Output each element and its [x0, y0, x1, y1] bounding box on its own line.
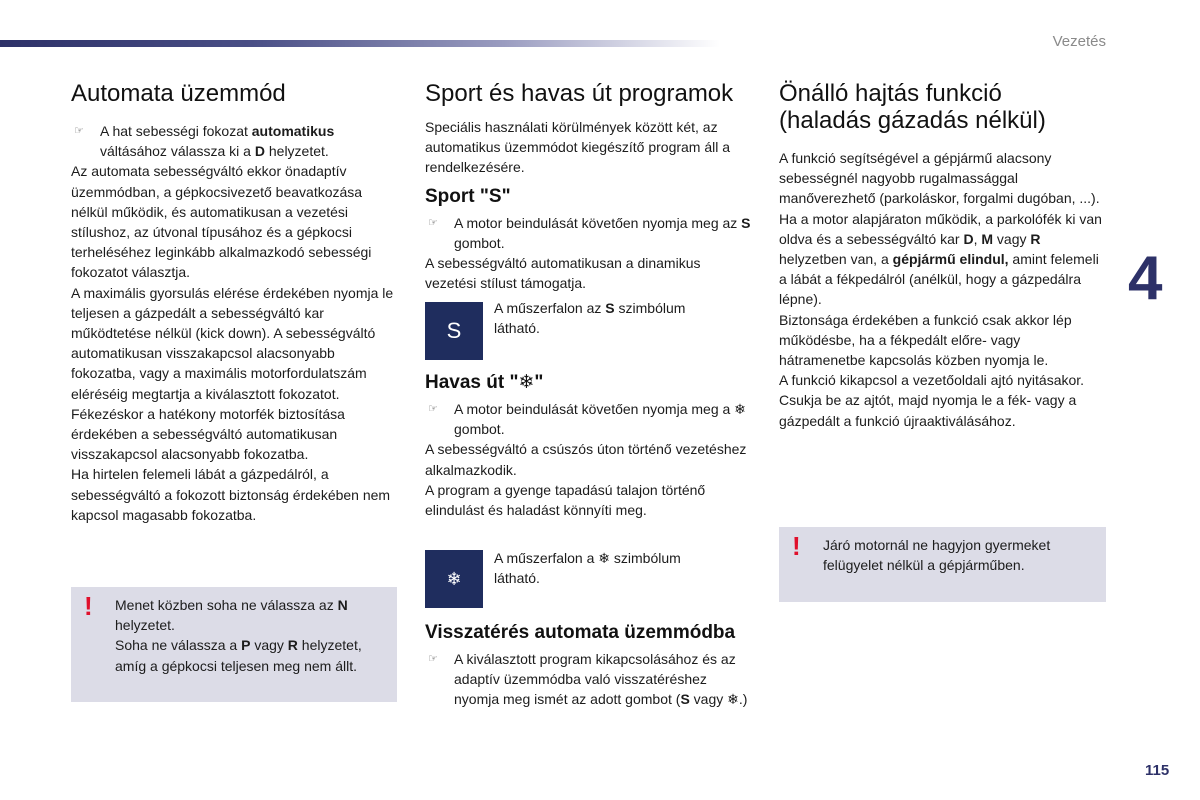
paragraph: Fékezéskor a hatékony motorfék biztosítása érdekében a sebességváltó automatikusan visszakapcsol alacsonyabb fokozatba. [71, 405, 345, 463]
warning-text: Járó motornál ne hagyjon gyermeket felügyelet nélkül a gépjárműben. [823, 537, 1051, 574]
paragraph: Speciális használati körülmények között két, az automatikus üzemmódot kiegészítő program áll a rendelkezésére. [425, 119, 731, 176]
list-item: ☞ A motor beindulását követően nyomja meg az S gombot. [428, 214, 751, 251]
warning-text: Menet közben soha ne válassza az N helyzetet. Soha ne válassza a P vagy R helyzetet, amíg a gépkocsi teljesen meg nem állt. [115, 597, 362, 674]
list-item: ☞ A motor beindulását követően nyomja meg a ❄ gombot. [428, 401, 746, 438]
warning-box-child [779, 527, 1106, 602]
paragraph: A maximális gyorsulás elérése érdekében nyomja le teljesen a gázpedált a sebességváltó kar működtetése nélkül (kick down). A sebességváltó automatikusan visszakapcsol alacsonyabb fokozatba, vagy a maximális motorfordulatszám eléréséig megtartja a kiválasztott fokozatot. [71, 284, 394, 402]
sport-symbol-text: A műszerfalon az S szimbólum látható. [494, 300, 686, 337]
paragraph: Ha hirtelen felemeli lábát a gázpedálról, a sebességváltó a fokozott biztonság érdekében nem kapcsol magasabb fokozatba. [71, 466, 391, 523]
column-snow-section [425, 372, 755, 520]
heading-automatic-mode: Automata üzemmód [71, 80, 286, 107]
sport-s-symbol: S [425, 302, 483, 360]
list-item: ☞ A kiválasztott program kikapcsolásához és az adaptív üzemmódba való visszatéréshez nyomja meg ismét az adott gombot (S vagy ❄.) [428, 651, 748, 708]
warning-box [71, 587, 397, 702]
chapter-number: 4 [1128, 244, 1163, 313]
paragraph: Biztonsága érdekében a funkció csak akkor lép működésbe, ha a fékpedált előre- vagy hátramenetbe kapcsolás közben nyomja le. [779, 311, 1072, 369]
column-automatic-mode [71, 80, 399, 525]
section-title: Vezetés [1052, 33, 1106, 50]
heading-snow: Havas út "❄" [425, 372, 544, 393]
paragraph: A funkció segítségével a gépjármű alacsony sebességnél nagyobb rugalmassággal manőverezhető (parkoláskor, forgalmi dugóban, ...). [779, 150, 1100, 207]
snow-symbol-text: A műszerfalon a ❄ szimbólum látható. [494, 550, 681, 587]
paragraph: A program a gyenge tapadású talajon történő elindulást és haladást könnyíti meg. [425, 481, 706, 519]
column-creep-function [779, 80, 1109, 431]
paragraph: A sebességváltó a csúszós úton történő vezetéshez alkalmazkodik. [425, 441, 747, 478]
pointing-hand-icon: ☞ [428, 653, 438, 665]
pointing-hand-icon: ☞ [74, 125, 84, 137]
heading-sport-snow: Sport és havas út programok [425, 80, 734, 107]
snowflake-icon: ❄ [446, 568, 462, 589]
exclamation-icon: ! [792, 531, 801, 561]
heading-return-auto: Visszatérés automata üzemmódba [425, 622, 736, 643]
list-item: ☞ A hat sebességi fokozat automatikus váltásához válassza ki a D helyzetet. [74, 123, 335, 160]
header-bar [0, 40, 720, 47]
snowflake-symbol [425, 550, 483, 608]
pointing-hand-icon: ☞ [428, 403, 438, 415]
page-number: 115 [1145, 762, 1170, 779]
heading-creep-function: Önálló hajtás funkció (haladás gázadás nélkül) [779, 80, 1046, 134]
column-return-section [425, 622, 755, 710]
paragraph: Ha a motor alapjáraton működik, a parkolófék ki van oldva és a sebességváltó kar D, M vagy R helyzetben van, a gépjármű elindul, amint felemeli a lábát a fékpedálról (anélkül, hogy a gázpedálra lépne). [779, 210, 1102, 308]
paragraph: A sebességváltó automatikusan a dinamikus vezetési stílust támogatja. [425, 255, 701, 292]
column-sport-snow [425, 80, 755, 293]
exclamation-icon: ! [84, 591, 93, 621]
heading-sport: Sport "S" [425, 185, 511, 207]
paragraph: Az automata sebességváltó ekkor önadaptív üzemmódban, a gépkocsivezető beavatkozása nélkül működik, és automatikusan a vezetési stílushoz, az útvonal típusához és a gépkocsi terheléséhez leginkább alkalmazkodó sebességi fokozatot választja. [71, 163, 372, 281]
pointing-hand-icon: ☞ [428, 216, 438, 229]
paragraph: A funkció kikapcsol a vezetőoldali ajtó nyitásakor. Csukja be az ajtót, majd nyomja le a fék- vagy a gázpedált a funkció újraaktiválásához. [779, 372, 1085, 429]
